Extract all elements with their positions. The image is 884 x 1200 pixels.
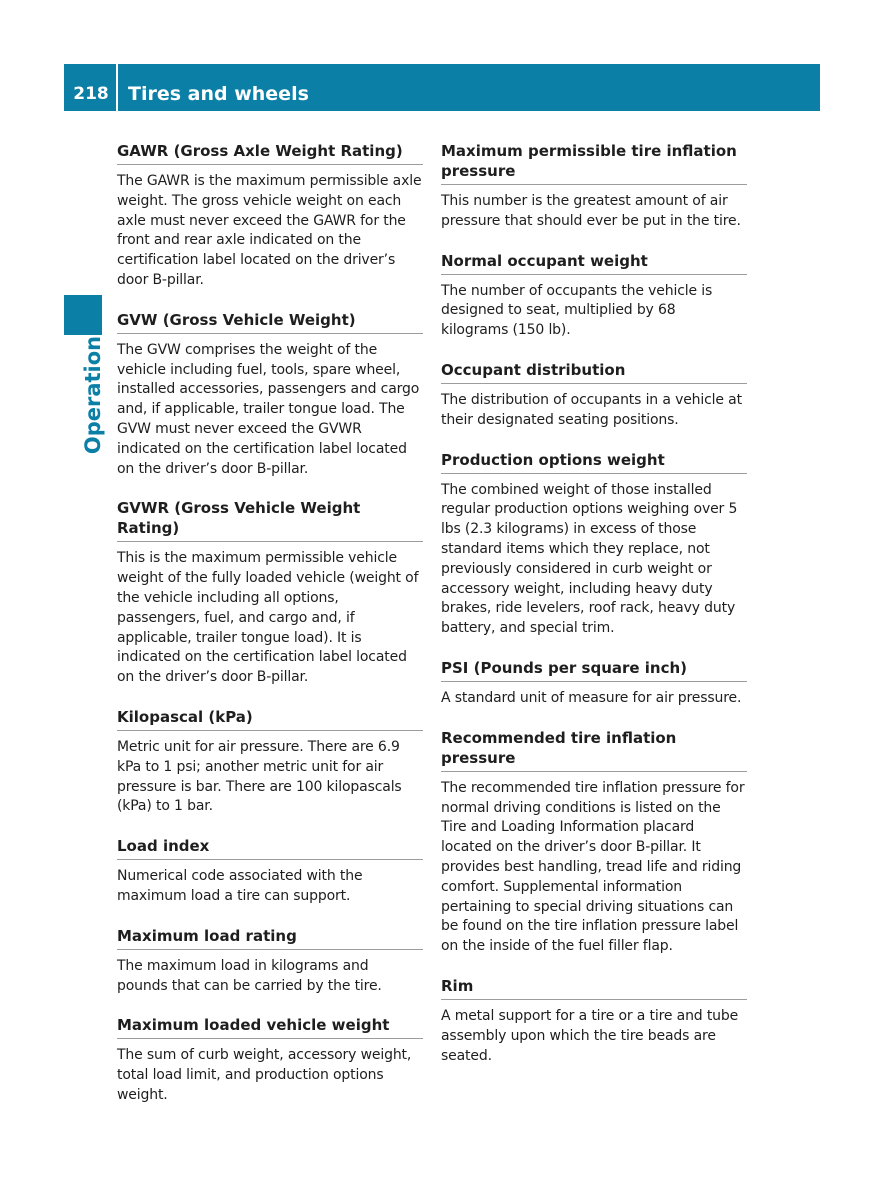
glossary-definition: The GVW comprises the weight of the vehicle including fuel, tools, spare wheel, installed accessories, passengers and cargo and, if applicable, trailer tongue load. The GVW must never exceed the GVWR indicated on the certification label located on the driver’s door B-pillar. [117, 341, 420, 477]
glossary-term: Kilopascal (kPa) [117, 707, 423, 731]
glossary-entry [441, 728, 747, 957]
glossary-entry [441, 360, 747, 431]
page-header [64, 64, 820, 111]
glossary-definition: Numerical code associated with the maximum load a tire can support. [117, 868, 363, 904]
left-column [117, 141, 423, 1125]
glossary-term: Load index [117, 836, 423, 860]
glossary-term: Occupant distribution [441, 360, 747, 384]
glossary-term: Normal occupant weight [441, 251, 747, 275]
glossary-term: Recommended tire inflation pressure [441, 728, 747, 772]
glossary-definition: The sum of curb weight, accessory weight, total load limit, and production options weight. [117, 1047, 412, 1103]
glossary-definition: Metric unit for air pressure. There are 6.9 kPa to 1 psi; another metric unit for air pressure is bar. There are 100 kilopascals (kPa) to 1 bar. [117, 738, 402, 815]
glossary-term: GVW (Gross Vehicle Weight) [117, 310, 423, 334]
glossary-definition: This is the maximum permissible vehicle weight of the fully loaded vehicle (weight of the vehicle including all options, passengers, fuel, and cargo and, if applicable, trailer tongue load). It is indicated on the certification label located on the driver’s door B-pillar. [117, 550, 419, 686]
page-number: 218 [64, 64, 116, 111]
glossary-definition: A standard unit of measure for air pressure. [441, 689, 742, 706]
glossary-term: GVWR (Gross Vehicle Weight Rating) [117, 498, 423, 542]
glossary-term: Production options weight [441, 450, 747, 474]
glossary-entry [117, 1015, 423, 1105]
glossary-definition: This number is the greatest amount of air pressure that should ever be put in the tire. [441, 193, 741, 229]
glossary-definition: The combined weight of those installed regular production options weighing over 5 lbs (2.3 kilograms) in excess of those standard items which they replace, not previously considered in curb weight or accessory weight, including heavy duty brakes, ride levelers, roof rack, heavy duty battery, and special trim. [441, 481, 738, 637]
glossary-entry [441, 450, 747, 639]
glossary-term: Maximum load rating [117, 926, 423, 950]
glossary-entry [441, 658, 747, 709]
glossary-term: Maximum loaded vehicle weight [117, 1015, 423, 1039]
glossary-entry [117, 310, 423, 480]
glossary-term: Maximum permissible tire inflation pressure [441, 141, 747, 185]
glossary-definition: The recommended tire inflation pressure for normal driving conditions is listed on the Tire and Loading Information placard located on the driver’s door B-pillar. It provides best handling, tread life and riding comfort. Supplemental information pertaining to special driving situations can be found on the tire inflation pressure label on the inside of the fuel filler flap. [441, 779, 745, 955]
glossary-entry [441, 251, 747, 341]
glossary-entry [117, 926, 423, 997]
glossary-entry [117, 707, 423, 817]
glossary-entry [441, 141, 747, 232]
side-tab-marker [64, 295, 102, 335]
glossary-definition: The distribution of occupants in a vehicle at their designated seating positions. [441, 391, 742, 428]
glossary-definition: The GAWR is the maximum permissible axle weight. The gross vehicle weight on each axle must never exceed the GAWR for the front and rear axle indicated on the certification label located on the driver’s door B-pillar. [117, 173, 422, 288]
glossary-term: GAWR (Gross Axle Weight Rating) [117, 141, 423, 165]
glossary-entry [117, 836, 423, 907]
glossary-term: PSI (Pounds per square inch) [441, 658, 747, 682]
glossary-entry [441, 976, 747, 1066]
glossary-definition: The maximum load in kilograms and pounds that can be carried by the tire. [117, 957, 382, 994]
glossary-entry [117, 141, 423, 291]
chapter-title: Tires and wheels [118, 64, 820, 111]
glossary-term: Rim [441, 976, 747, 1000]
glossary-entry [117, 498, 423, 688]
glossary-definition: A metal support for a tire or a tire and tube assembly upon which the tire beads are seated. [441, 1007, 739, 1064]
right-column [441, 141, 747, 1085]
glossary-definition: The number of occupants the vehicle is designed to seat, multiplied by 68 kilograms (150 lb). [441, 282, 713, 339]
side-tab-label: Operation [81, 335, 105, 455]
